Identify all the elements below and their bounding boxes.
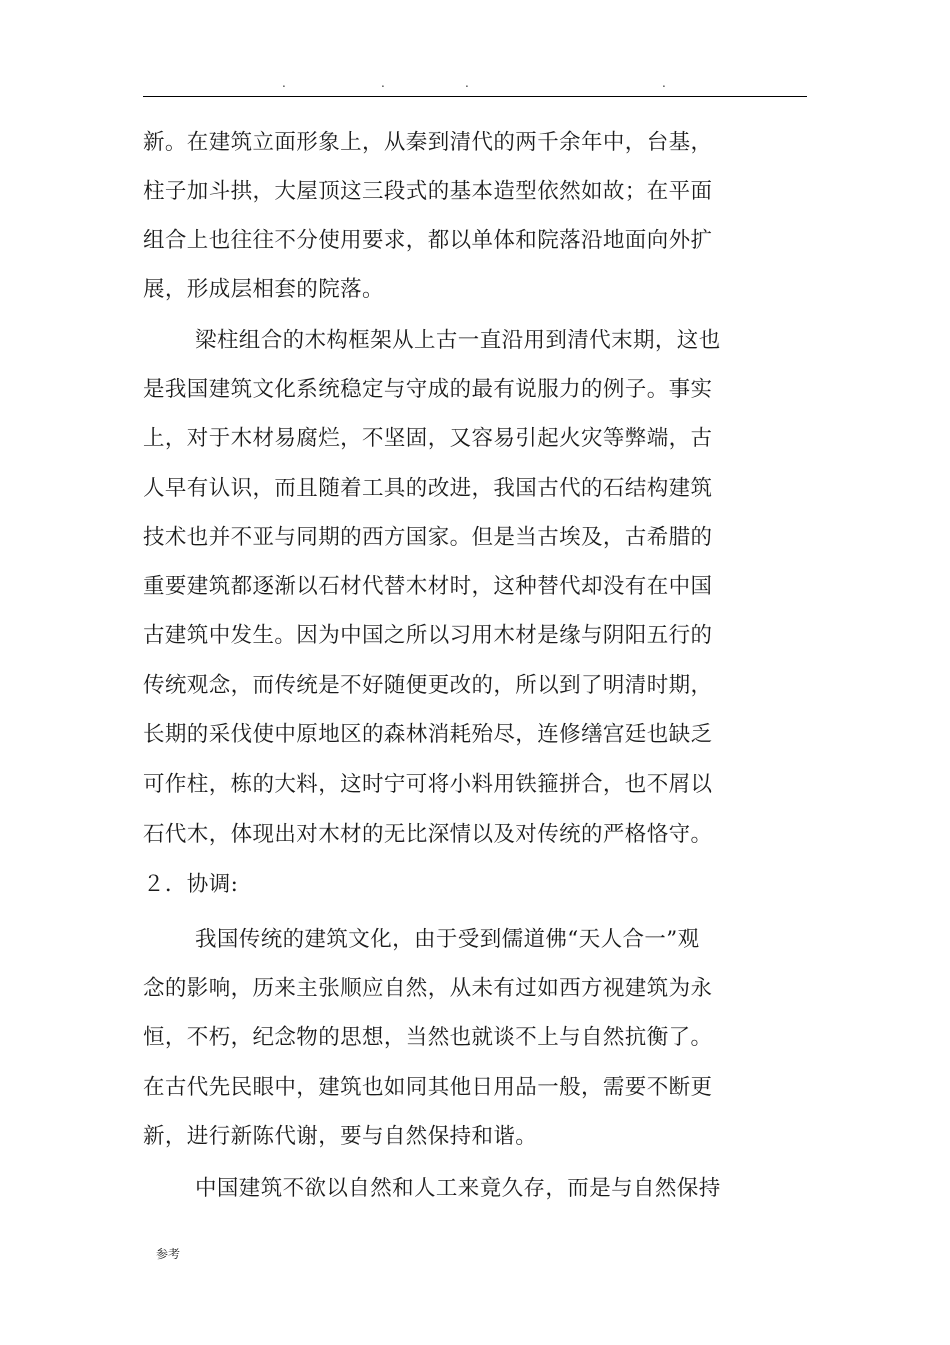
text-line: 上，对于木材易腐烂，不坚固，又容易引起火灾等弊端，古	[143, 426, 713, 451]
text-line: 石代木，体现出对木材的无比深情以及对传统的严格恪守。	[143, 822, 713, 847]
paragraph-first-line: 我国传统的建筑文化，由于受到儒道佛“天人合一”观	[195, 927, 700, 952]
text-line: 新，进行新陈代谢，要与自然保持和谐。	[143, 1124, 538, 1149]
footer-label: 参考	[156, 1247, 181, 1261]
paragraph-first-line: 中国建筑不欲以自然和人工来竟久存，而是与自然保持	[195, 1176, 721, 1201]
text-line: 长期的采伐使中原地区的森林消耗殆尽，连修缮宫廷也缺乏	[143, 722, 713, 747]
text-line: 人早有认识，而且随着工具的改进，我国古代的石结构建筑	[143, 476, 713, 501]
text-line: 是我国建筑文化系统稳定与守成的最有说服力的例子。事实	[143, 377, 713, 402]
text-line: 可作柱，栋的大料，这时宁可将小料用铁箍拼合，也不屑以	[143, 772, 713, 797]
text-line: 柱子加斗拱，大屋顶这三段式的基本造型依然如故；在平面	[143, 179, 713, 204]
header-rule	[143, 96, 807, 97]
text-line: 传统观念，而传统是不好随便更改的，所以到了明清时期，	[143, 673, 713, 698]
section-heading: ２．协调:	[143, 872, 239, 897]
header-dot: .	[282, 76, 286, 90]
text-line: 新。在建筑立面形象上，从秦到清代的两千余年中，台基，	[143, 130, 713, 155]
header-dot: .	[662, 76, 666, 90]
header-dot: .	[381, 76, 385, 90]
text-line: 恒，不朽，纪念物的思想，当然也就谈不上与自然抗衡了。	[143, 1025, 713, 1050]
text-line: 展，形成层相套的院落。	[143, 277, 384, 302]
text-line: 古建筑中发生。因为中国之所以习用木材是缘与阴阳五行的	[143, 623, 713, 648]
header-dots	[0, 76, 950, 90]
text-line: 在古代先民眼中，建筑也如同其他日用品一般，需要不断更	[143, 1075, 713, 1100]
paragraph-first-line: 梁柱组合的木构框架从上古一直沿用到清代末期，这也	[195, 328, 721, 353]
text-line: 组合上也往往不分使用要求，都以单体和院落沿地面向外扩	[143, 228, 713, 253]
text-line: 技术也并不亚与同期的西方国家。但是当古埃及，古希腊的	[143, 525, 713, 550]
text-line: 念的影响，历来主张顺应自然，从未有过如西方视建筑为永	[143, 976, 713, 1001]
text-line: 重要建筑都逐渐以石材代替木材时，这种替代却没有在中国	[143, 574, 713, 599]
header-dot: .	[465, 76, 469, 90]
